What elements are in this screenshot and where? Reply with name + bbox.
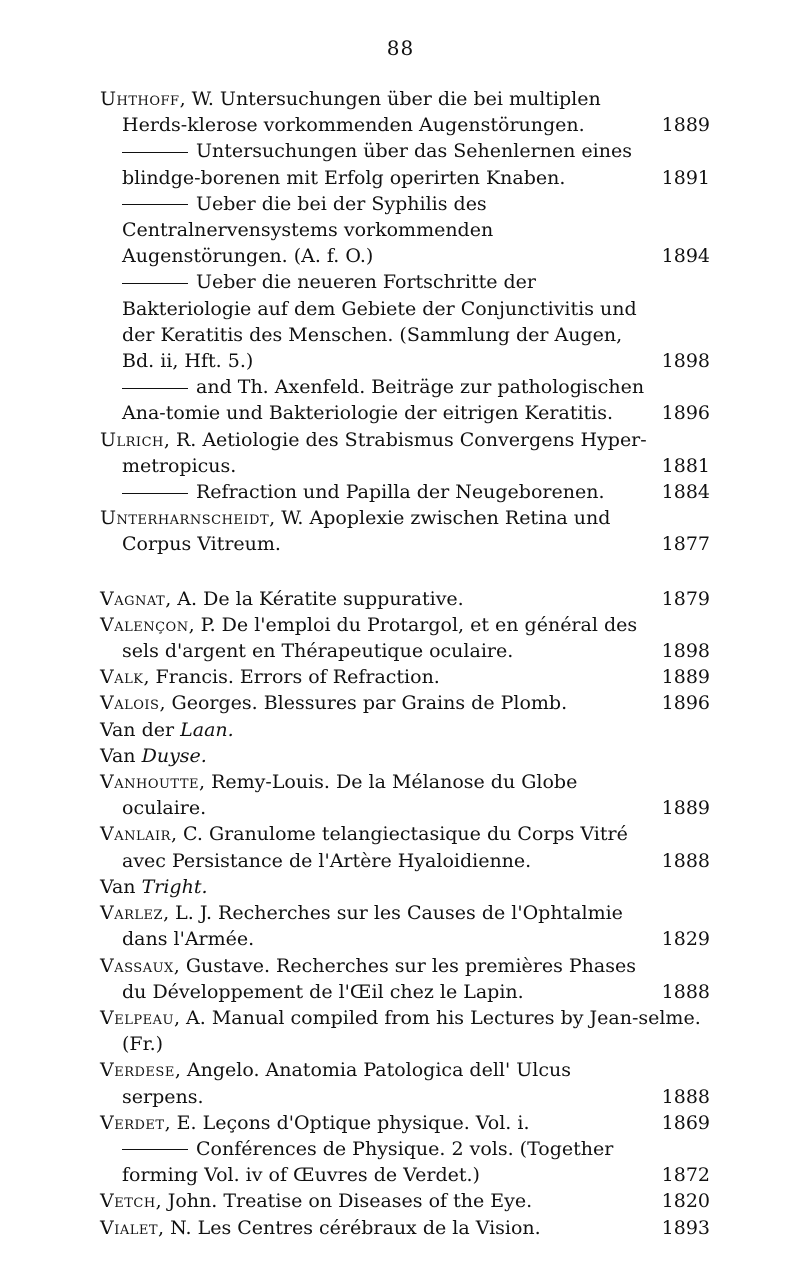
entry-title: , Francis. Errors of Refraction. <box>143 666 440 689</box>
entry-author: Vetch <box>100 1190 156 1213</box>
entry-title: , Georges. Blessures par Grains de Plomb. <box>159 692 568 715</box>
bibliography-entry <box>100 1110 710 1136</box>
bibliography-entry <box>100 1215 710 1241</box>
entry-name: Van der <box>100 718 181 741</box>
entry-title: Ueber die bei der Syphilis des Centralnervensystems vorkommenden Augenstörungen. (A. f. O.) <box>122 192 494 268</box>
entry-cross-reference: Laan. <box>180 718 234 741</box>
group-separator <box>100 558 710 586</box>
entry-title: Untersuchungen über das Sehenlernen eines blindge-borenen mit Erfolg operirten Knaben. <box>122 140 632 189</box>
entry-title: , W. Untersuchungen über die bei multiplen Herds-klerose vorkommenden Augenstörungen. <box>122 88 601 137</box>
entry-title: , P. De l'emploi du Protargol, et en général des sels d'argent en Thérapeutique oculaire. <box>122 613 638 663</box>
entry-year: 1894 <box>661 245 710 268</box>
bibliography-entry <box>100 505 710 557</box>
entry-title: , E. Leçons d'Optique physique. Vol. i. <box>164 1111 530 1134</box>
entry-author: Vialet <box>100 1216 159 1239</box>
entry-title: , L. J. Recherches sur les Causes de l'Ophtalmie dans l'Armée. <box>122 902 623 951</box>
entry-year: 1888 <box>661 1085 710 1108</box>
entry-year: 1889 <box>661 797 710 820</box>
entry-title: , A. Manual compiled from his Lectures by Jean-selme. (Fr.) <box>122 1006 701 1056</box>
entry-cross-reference: Duyse. <box>141 744 207 767</box>
entry-title: , W. Apoplexie zwischen Retina und Corpus Vitreum. <box>122 507 611 556</box>
entry-year: 1869 <box>661 1111 710 1134</box>
entry-year: 1881 <box>661 454 710 477</box>
bibliography-entry <box>100 1136 710 1188</box>
entry-author: Verdese <box>100 1059 175 1082</box>
entry-title: Ueber die neueren Fortschritte der Bakteriologie auf dem Gebiete der Conjunctivitis und der Keratitis des Menschen. (Sammlung der Augen, Bd. ii, Hft. 5.) <box>122 271 637 373</box>
entry-year: 1888 <box>661 980 710 1003</box>
ditto-dash <box>122 283 188 284</box>
bibliography-entry <box>100 743 710 769</box>
entry-year: 1896 <box>661 402 710 425</box>
bibliography-entry <box>100 1057 710 1109</box>
bibliography-entry <box>100 586 710 612</box>
bibliography-entry <box>100 717 710 743</box>
entry-title: , Remy-Louis. De la Mélanose du Globe oculaire. <box>122 771 578 820</box>
bibliography-entry <box>100 690 710 716</box>
bibliography-entry <box>100 191 710 270</box>
ditto-dash <box>122 204 188 205</box>
entry-title: , John. Treatise on Diseases of the Eye. <box>155 1190 533 1213</box>
entry-year: 1889 <box>661 114 710 137</box>
bibliography-entry <box>100 1005 710 1057</box>
ditto-dash <box>122 388 188 389</box>
bibliography-entry <box>100 479 710 505</box>
entry-year: 1893 <box>661 1216 710 1239</box>
entry-year: 1889 <box>661 666 710 689</box>
entry-year: 1829 <box>661 928 710 951</box>
entry-year: 1891 <box>661 166 710 189</box>
bibliography-entry <box>100 138 710 190</box>
entry-author: Ulrich <box>100 428 164 451</box>
page-number: 88 <box>386 36 415 60</box>
entry-name: Van <box>100 744 142 767</box>
bibliography-group-v <box>100 586 710 1241</box>
entry-title: Conférences de Physique. 2 vols. (Together forming Vol. iv of Œuvres de Verdet.) <box>122 1137 614 1187</box>
entry-author: Unterharnscheidt <box>100 507 270 530</box>
entry-title: , R. Aetiologie des Strabismus Convergens Hyper-metropicus. <box>122 428 647 477</box>
entry-author: Vagnat <box>100 587 166 610</box>
entry-year: 1879 <box>661 587 710 610</box>
entry-author: Vassaux <box>100 954 174 977</box>
entry-author: Vanhoutte <box>100 771 200 794</box>
bibliography-entry <box>100 374 710 426</box>
bibliography-entry <box>100 821 710 873</box>
entry-title: , Gustave. Recherches sur les premières Phases du Développement de l'Œil chez le Lapin. <box>122 954 636 1003</box>
ditto-dash <box>122 1149 188 1150</box>
bibliography-entry <box>100 612 710 664</box>
entry-year: 1877 <box>661 533 710 556</box>
entry-author: Valk <box>100 666 144 689</box>
entry-title: , C. Granulome telangiectasique du Corps Vitré avec Persistance de l'Artère Hyaloidienne. <box>122 823 628 872</box>
entry-year: 1884 <box>661 481 710 504</box>
bibliography-list <box>100 86 710 1241</box>
entry-year: 1872 <box>661 1164 710 1187</box>
entry-author: Vanlair <box>100 823 171 846</box>
entry-year: 1820 <box>661 1190 710 1213</box>
ditto-dash <box>122 152 188 153</box>
entry-author: Verdet <box>100 1111 165 1134</box>
entry-year: 1898 <box>661 350 710 373</box>
entry-author: Velpeau <box>100 1006 174 1029</box>
entry-year: 1898 <box>661 640 710 663</box>
bibliography-entry <box>100 427 710 479</box>
entry-author: Varlez <box>100 902 164 925</box>
entry-author: Valençon <box>100 613 189 636</box>
entry-year: 1888 <box>661 849 710 872</box>
entry-title: and Th. Axenfeld. Beiträge zur pathologischen Ana-tomie und Bakteriologie der eitrigen Keratitis. <box>122 376 645 425</box>
bibliography-entry <box>100 1188 710 1214</box>
bibliography-entry <box>100 86 710 138</box>
entry-year: 1896 <box>661 692 710 715</box>
bibliography-entry <box>100 953 710 1005</box>
bibliography-group-u <box>100 86 710 558</box>
bibliography-entry <box>100 269 710 374</box>
entry-title: , Angelo. Anatomia Patologica dell' Ulcus serpens. <box>122 1059 571 1108</box>
entry-cross-reference: Tright. <box>141 875 208 898</box>
entry-title: , N. Les Centres cérébraux de la Vision. <box>158 1216 541 1239</box>
entry-name: Van <box>100 875 142 898</box>
bibliography-entry <box>100 900 710 952</box>
entry-title: Refraction und Papilla der Neugeborenen. <box>196 481 605 504</box>
bibliography-entry <box>100 769 710 821</box>
entry-author: Valois <box>100 692 160 715</box>
bibliography-entry <box>100 664 710 690</box>
entry-author: Uhthoff <box>100 88 180 110</box>
entry-title: , A. De la Kératite suppurative. <box>165 587 464 610</box>
bibliography-entry <box>100 874 710 900</box>
ditto-dash <box>122 493 188 494</box>
